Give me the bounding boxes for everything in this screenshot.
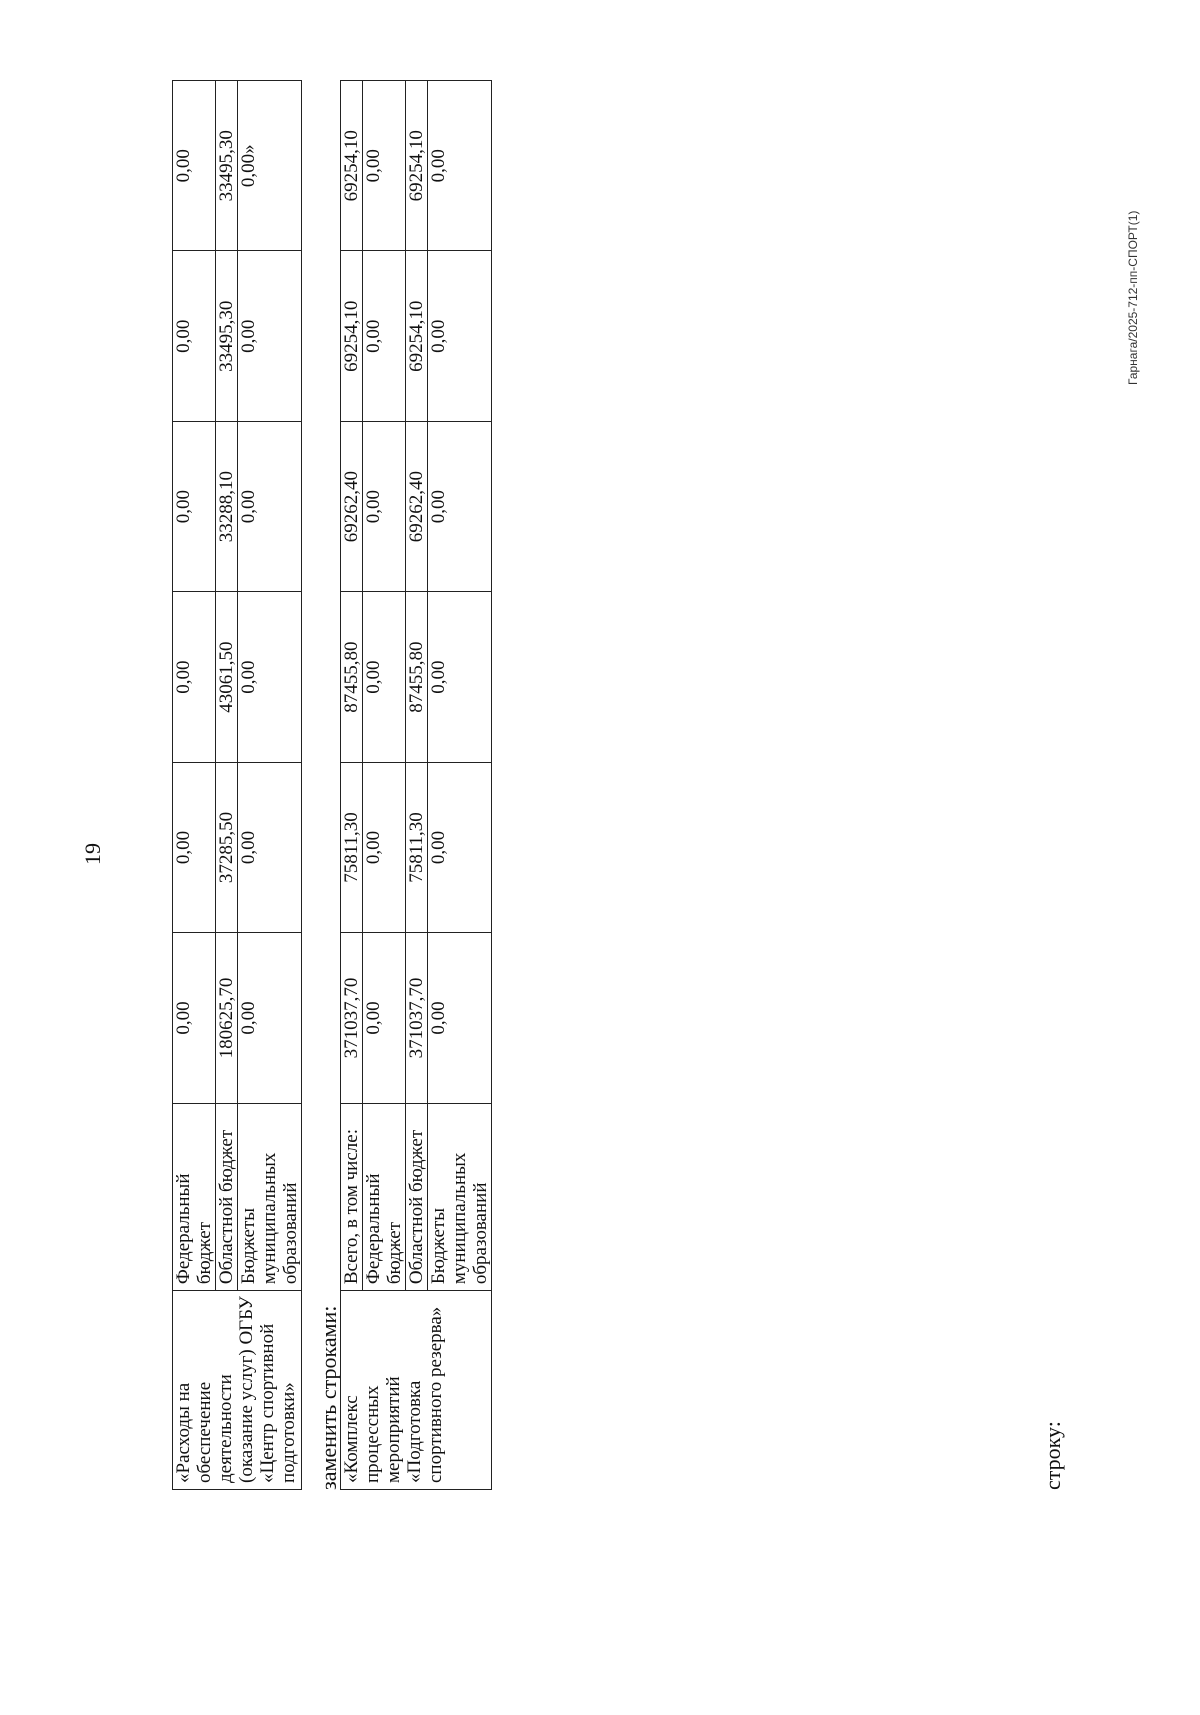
table-row (173, 81, 216, 1490)
value-cell: 0,00 (173, 762, 216, 932)
table-row (216, 81, 238, 1490)
value-cell: 33495,30 (216, 251, 238, 421)
value-cell: 87455,80 (406, 592, 428, 762)
value-cell: 0,00 (428, 762, 492, 932)
row-group-name: «Комплекс процессных мероприятий «Подготовка спортивного резерва» (341, 1291, 492, 1490)
value-cell: 43061,50 (216, 592, 238, 762)
budget-label: Всего, в том числе: (341, 1103, 363, 1290)
replace-phrase: заменить строками: (316, 1305, 341, 1490)
value-cell: 0,00 (238, 762, 302, 932)
budget-label: Бюджеты муниципальных образований (428, 1103, 492, 1290)
value-cell: 75811,30 (341, 762, 363, 932)
value-cell: 0,00 (173, 933, 216, 1103)
value-cell: 0,00 (173, 421, 216, 591)
table-row (238, 81, 302, 1490)
value-cell: 0,00 (428, 251, 492, 421)
value-cell: 180625,70 (216, 933, 238, 1103)
value-cell: 0,00 (363, 762, 406, 932)
value-cell: 0,00 (173, 81, 216, 251)
value-cell: 69262,40 (406, 421, 428, 591)
budget-label: Федеральный бюджет (173, 1103, 216, 1290)
value-cell: 69254,10 (341, 81, 363, 251)
value-cell: 0,00» (238, 81, 302, 251)
footer-code: Гарнага/2025-712-пп-СПОРТ(1) (1126, 210, 1140, 385)
value-cell: 0,00 (363, 81, 406, 251)
value-cell: 0,00 (363, 933, 406, 1103)
value-cell: 0,00 (173, 251, 216, 421)
row-phrase: строку: (1040, 1421, 1065, 1490)
value-cell: 0,00 (238, 251, 302, 421)
value-cell: 69254,10 (341, 251, 363, 421)
value-cell: 0,00 (428, 592, 492, 762)
value-cell: 0,00 (428, 421, 492, 591)
budget-label: Областной бюджет (406, 1103, 428, 1290)
table-main (340, 80, 492, 1490)
value-cell: 87455,80 (341, 592, 363, 762)
value-cell: 0,00 (428, 81, 492, 251)
table-row (363, 81, 406, 1490)
value-cell: 37285,50 (216, 762, 238, 932)
value-cell: 371037,70 (341, 933, 363, 1103)
value-cell: 0,00 (363, 592, 406, 762)
value-cell: 0,00 (363, 421, 406, 591)
budget-label: Областной бюджет (216, 1103, 238, 1290)
value-cell: 0,00 (238, 933, 302, 1103)
page-number: 19 (80, 843, 105, 865)
budget-label: Бюджеты муниципальных образований (238, 1103, 302, 1290)
value-cell: 0,00 (238, 592, 302, 762)
value-cell: 371037,70 (406, 933, 428, 1103)
value-cell: 69254,10 (406, 251, 428, 421)
value-cell: 0,00 (428, 933, 492, 1103)
table-top (172, 80, 302, 1490)
value-cell: 33495,30 (216, 81, 238, 251)
table-row (406, 81, 428, 1490)
value-cell: 0,00 (363, 251, 406, 421)
table-row (341, 81, 363, 1490)
value-cell: 69262,40 (341, 421, 363, 591)
value-cell: 0,00 (238, 421, 302, 591)
table-row (428, 81, 492, 1490)
row-group-name: «Расходы на обеспечение деятельности (оказание услуг) ОГБУ «Центр спортивной подготовки» (173, 1291, 302, 1490)
budget-label: Федеральный бюджет (363, 1103, 406, 1290)
value-cell: 0,00 (173, 592, 216, 762)
value-cell: 33288,10 (216, 421, 238, 591)
value-cell: 69254,10 (406, 81, 428, 251)
value-cell: 75811,30 (406, 762, 428, 932)
